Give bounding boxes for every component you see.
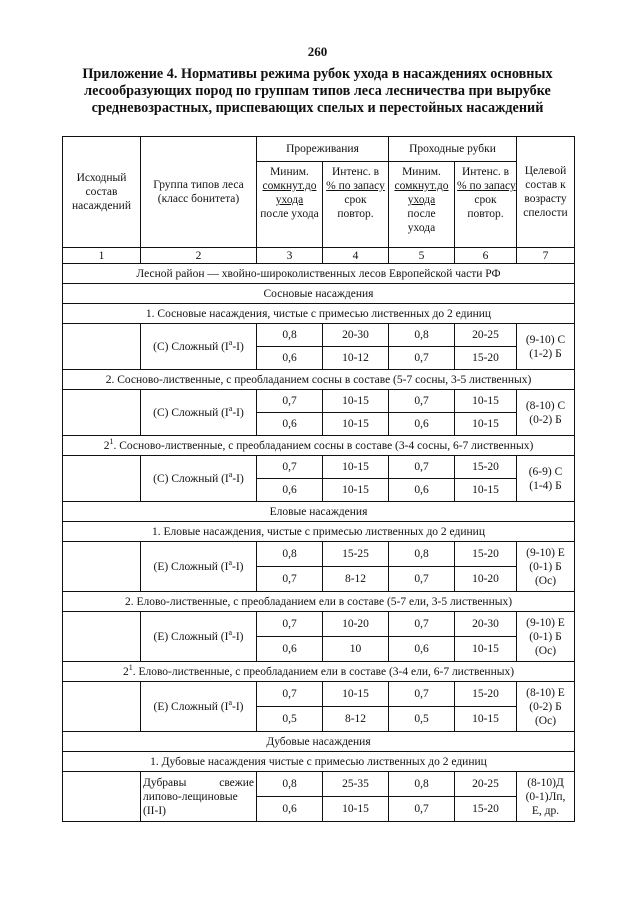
min-density-value: 0,6 — [389, 637, 455, 662]
intensity-value: 10-15 — [455, 707, 517, 732]
intensity-value: 10-20 — [455, 567, 517, 592]
initial-composition-cell — [63, 456, 141, 502]
min-density-value: 0,7 — [257, 682, 323, 707]
intensity-value: 10-15 — [455, 637, 517, 662]
intensity-value: 10-15 — [323, 456, 389, 479]
header-row — [63, 137, 575, 162]
min-density-value: 0,7 — [389, 390, 455, 413]
intensity-value: 10-15 — [455, 479, 517, 502]
header-forest-type-group: Группа типов леса (класс бонитета) — [141, 137, 257, 248]
intensity-value: 10-15 — [323, 390, 389, 413]
column-number: 4 — [323, 248, 389, 264]
target-composition-cell: (9-10) Е (0-1) Б (Ос) — [517, 542, 575, 592]
intensity-value: 15-20 — [455, 456, 517, 479]
forest-type-cell: (Е) Сложный $(I^а-I)$ — [141, 612, 257, 662]
forest-type-cell: (С) Сложный $(I^а-I)$ — [141, 456, 257, 502]
forest-type-cell: (С) Сложный $(I^а-I)$ — [141, 390, 257, 436]
header-thinning: Прореживания — [257, 137, 389, 162]
intensity-value: 8-12 — [323, 707, 389, 732]
group-heading: 1. Еловые насаждения, чистые с примесью лиственных до 2 единиц — [63, 522, 575, 542]
intensity-value: 15-25 — [323, 542, 389, 567]
section-heading-spruce: Еловые насаждения — [63, 502, 575, 522]
intensity-value: 15-20 — [455, 682, 517, 707]
min-density-value: 0,7 — [389, 567, 455, 592]
column-number: 5 — [389, 248, 455, 264]
page-title — [40, 66, 595, 117]
header-initial-composition: Исходный состав насаждений — [63, 137, 141, 248]
column-number: 6 — [455, 248, 517, 264]
group-heading: 2. Елово-лиственные, с преобладанием ели в составе (5-7 ели, 3-5 лиственных) — [63, 592, 575, 612]
min-density-value: 0,7 — [389, 797, 455, 822]
table-row — [63, 456, 575, 479]
initial-composition-cell — [63, 324, 141, 370]
target-composition-cell: (8-10) Е (0-2) Б (Ос) — [517, 682, 575, 732]
group-heading: 1. Дубовые насаждения чистые с примесью лиственных до 2 единиц — [63, 752, 575, 772]
min-density-value: 0,8 — [257, 324, 323, 347]
initial-composition-cell — [63, 612, 141, 662]
title-line: Приложение 4. Нормативы режима рубок ухода в насаждениях основных — [82, 66, 553, 82]
page-number: 260 — [307, 44, 328, 59]
table-row — [63, 324, 575, 347]
intensity-value: 15-20 — [455, 542, 517, 567]
header-passing-cuts: Проходные рубки — [389, 137, 517, 162]
intensity-value: 10-15 — [323, 682, 389, 707]
min-density-value: 0,8 — [257, 772, 323, 797]
group-heading: $2^1$. Елово-лиственные, с преобладанием ели в составе (3-4 ели, 6-7 лиственных) — [63, 662, 575, 682]
initial-composition-cell — [63, 772, 141, 822]
column-number: 7 — [517, 248, 575, 264]
forest-type-cell: Дубравы свежие липово-лещиновые (II-I) — [141, 772, 257, 822]
initial-composition-cell — [63, 682, 141, 732]
header-intensity-2: Интенс. в % по запасу срок повтор. — [455, 162, 517, 248]
intensity-value: 20-25 — [455, 324, 517, 347]
intensity-value: 25-35 — [323, 772, 389, 797]
min-density-value: 0,7 — [389, 347, 455, 370]
min-density-value: 0,6 — [257, 637, 323, 662]
min-density-value: 0,7 — [257, 390, 323, 413]
group-heading: 2. Сосново-лиственные, с преобладанием сосны в составе (5-7 сосны, 3-5 лиственных) — [63, 370, 575, 390]
intensity-value: 10-15 — [323, 413, 389, 436]
intensity-value: 20-30 — [323, 324, 389, 347]
initial-composition-cell — [63, 390, 141, 436]
region-heading: Лесной район — хвойно-широколиственных лесов Европейской части РФ — [63, 264, 575, 284]
min-density-value: 0,7 — [257, 456, 323, 479]
min-density-value: 0,8 — [389, 542, 455, 567]
target-composition-cell: (9-10) С (1-2) Б — [517, 324, 575, 370]
min-density-value: 0,8 — [389, 772, 455, 797]
column-number: 2 — [141, 248, 257, 264]
intensity-value: 10-15 — [455, 413, 517, 436]
column-number: 1 — [63, 248, 141, 264]
min-density-value: 0,7 — [257, 612, 323, 637]
min-density-value: 0,7 — [257, 567, 323, 592]
min-density-value: 0,8 — [257, 542, 323, 567]
intensity-value: 20-25 — [455, 772, 517, 797]
section-heading-pine: Сосновые насаждения — [63, 284, 575, 304]
target-composition-cell: (9-10) Е (0-1) Б (Ос) — [517, 612, 575, 662]
min-density-value: 0,6 — [257, 413, 323, 436]
min-density-value: 0,6 — [257, 347, 323, 370]
column-number: 3 — [257, 248, 323, 264]
header-min-density: Миним. сомкнут.до ухода после ухода — [257, 162, 323, 248]
column-number-row — [63, 248, 575, 264]
min-density-value: 0,6 — [389, 479, 455, 502]
min-density-value: 0,7 — [389, 456, 455, 479]
forest-type-cell: (С) Сложный $(I^а-I)$ — [141, 324, 257, 370]
target-composition-cell: (8-10)Д (0-1)Лп, Е, др. — [517, 772, 575, 822]
min-density-value: 0,7 — [389, 682, 455, 707]
intensity-value: 10-12 — [323, 347, 389, 370]
table-row — [63, 390, 575, 413]
header-intensity: Интенс. в % по запасу срок повтор. — [323, 162, 389, 248]
title-line: лесообразующих пород по группам типов леса лесничества при вырубке — [84, 83, 551, 99]
min-density-value: 0,7 — [389, 612, 455, 637]
min-density-value: 0,6 — [389, 413, 455, 436]
intensity-value: 10-15 — [323, 797, 389, 822]
intensity-value: 15-20 — [455, 797, 517, 822]
intensity-value: 10-20 — [323, 612, 389, 637]
intensity-value: 10-15 — [323, 479, 389, 502]
forest-type-cell: (Е) Сложный $(I^а-I)$ — [141, 682, 257, 732]
title-line: средневозрастных, приспевающих спелых и перестойных насаждений — [91, 100, 544, 116]
intensity-value: 20-30 — [455, 612, 517, 637]
header-target-composition: Целевой состав к возрасту спелости — [517, 137, 575, 248]
intensity-value: 10 — [323, 637, 389, 662]
group-heading: $2^1$. Сосново-лиственные, с преобладанием сосны в составе (3-4 сосны, 6-7 лиственных) — [63, 436, 575, 456]
target-composition-cell: (8-10) С (0-2) Б — [517, 390, 575, 436]
header-min-density-2: Миним. сомкнут.до ухода после ухода — [389, 162, 455, 248]
min-density-value: 0,8 — [389, 324, 455, 347]
table-row — [63, 612, 575, 637]
min-density-value: 0,5 — [257, 707, 323, 732]
min-density-value: 0,6 — [257, 479, 323, 502]
forest-type-cell: (Е) Сложный $(I^а-I)$ — [141, 542, 257, 592]
target-composition-cell: (6-9) С (1-4) Б — [517, 456, 575, 502]
section-heading-oak: Дубовые насаждения — [63, 732, 575, 752]
table-row — [63, 682, 575, 707]
min-density-value: 0,5 — [389, 707, 455, 732]
group-heading: 1. Сосновые насаждения, чистые с примесью лиственных до 2 единиц — [63, 304, 575, 324]
norms-table — [62, 136, 575, 822]
table-row — [63, 772, 575, 797]
min-density-value: 0,6 — [257, 797, 323, 822]
table-row — [63, 542, 575, 567]
intensity-value: 10-15 — [455, 390, 517, 413]
intensity-value: 8-12 — [323, 567, 389, 592]
intensity-value: 15-20 — [455, 347, 517, 370]
initial-composition-cell — [63, 542, 141, 592]
